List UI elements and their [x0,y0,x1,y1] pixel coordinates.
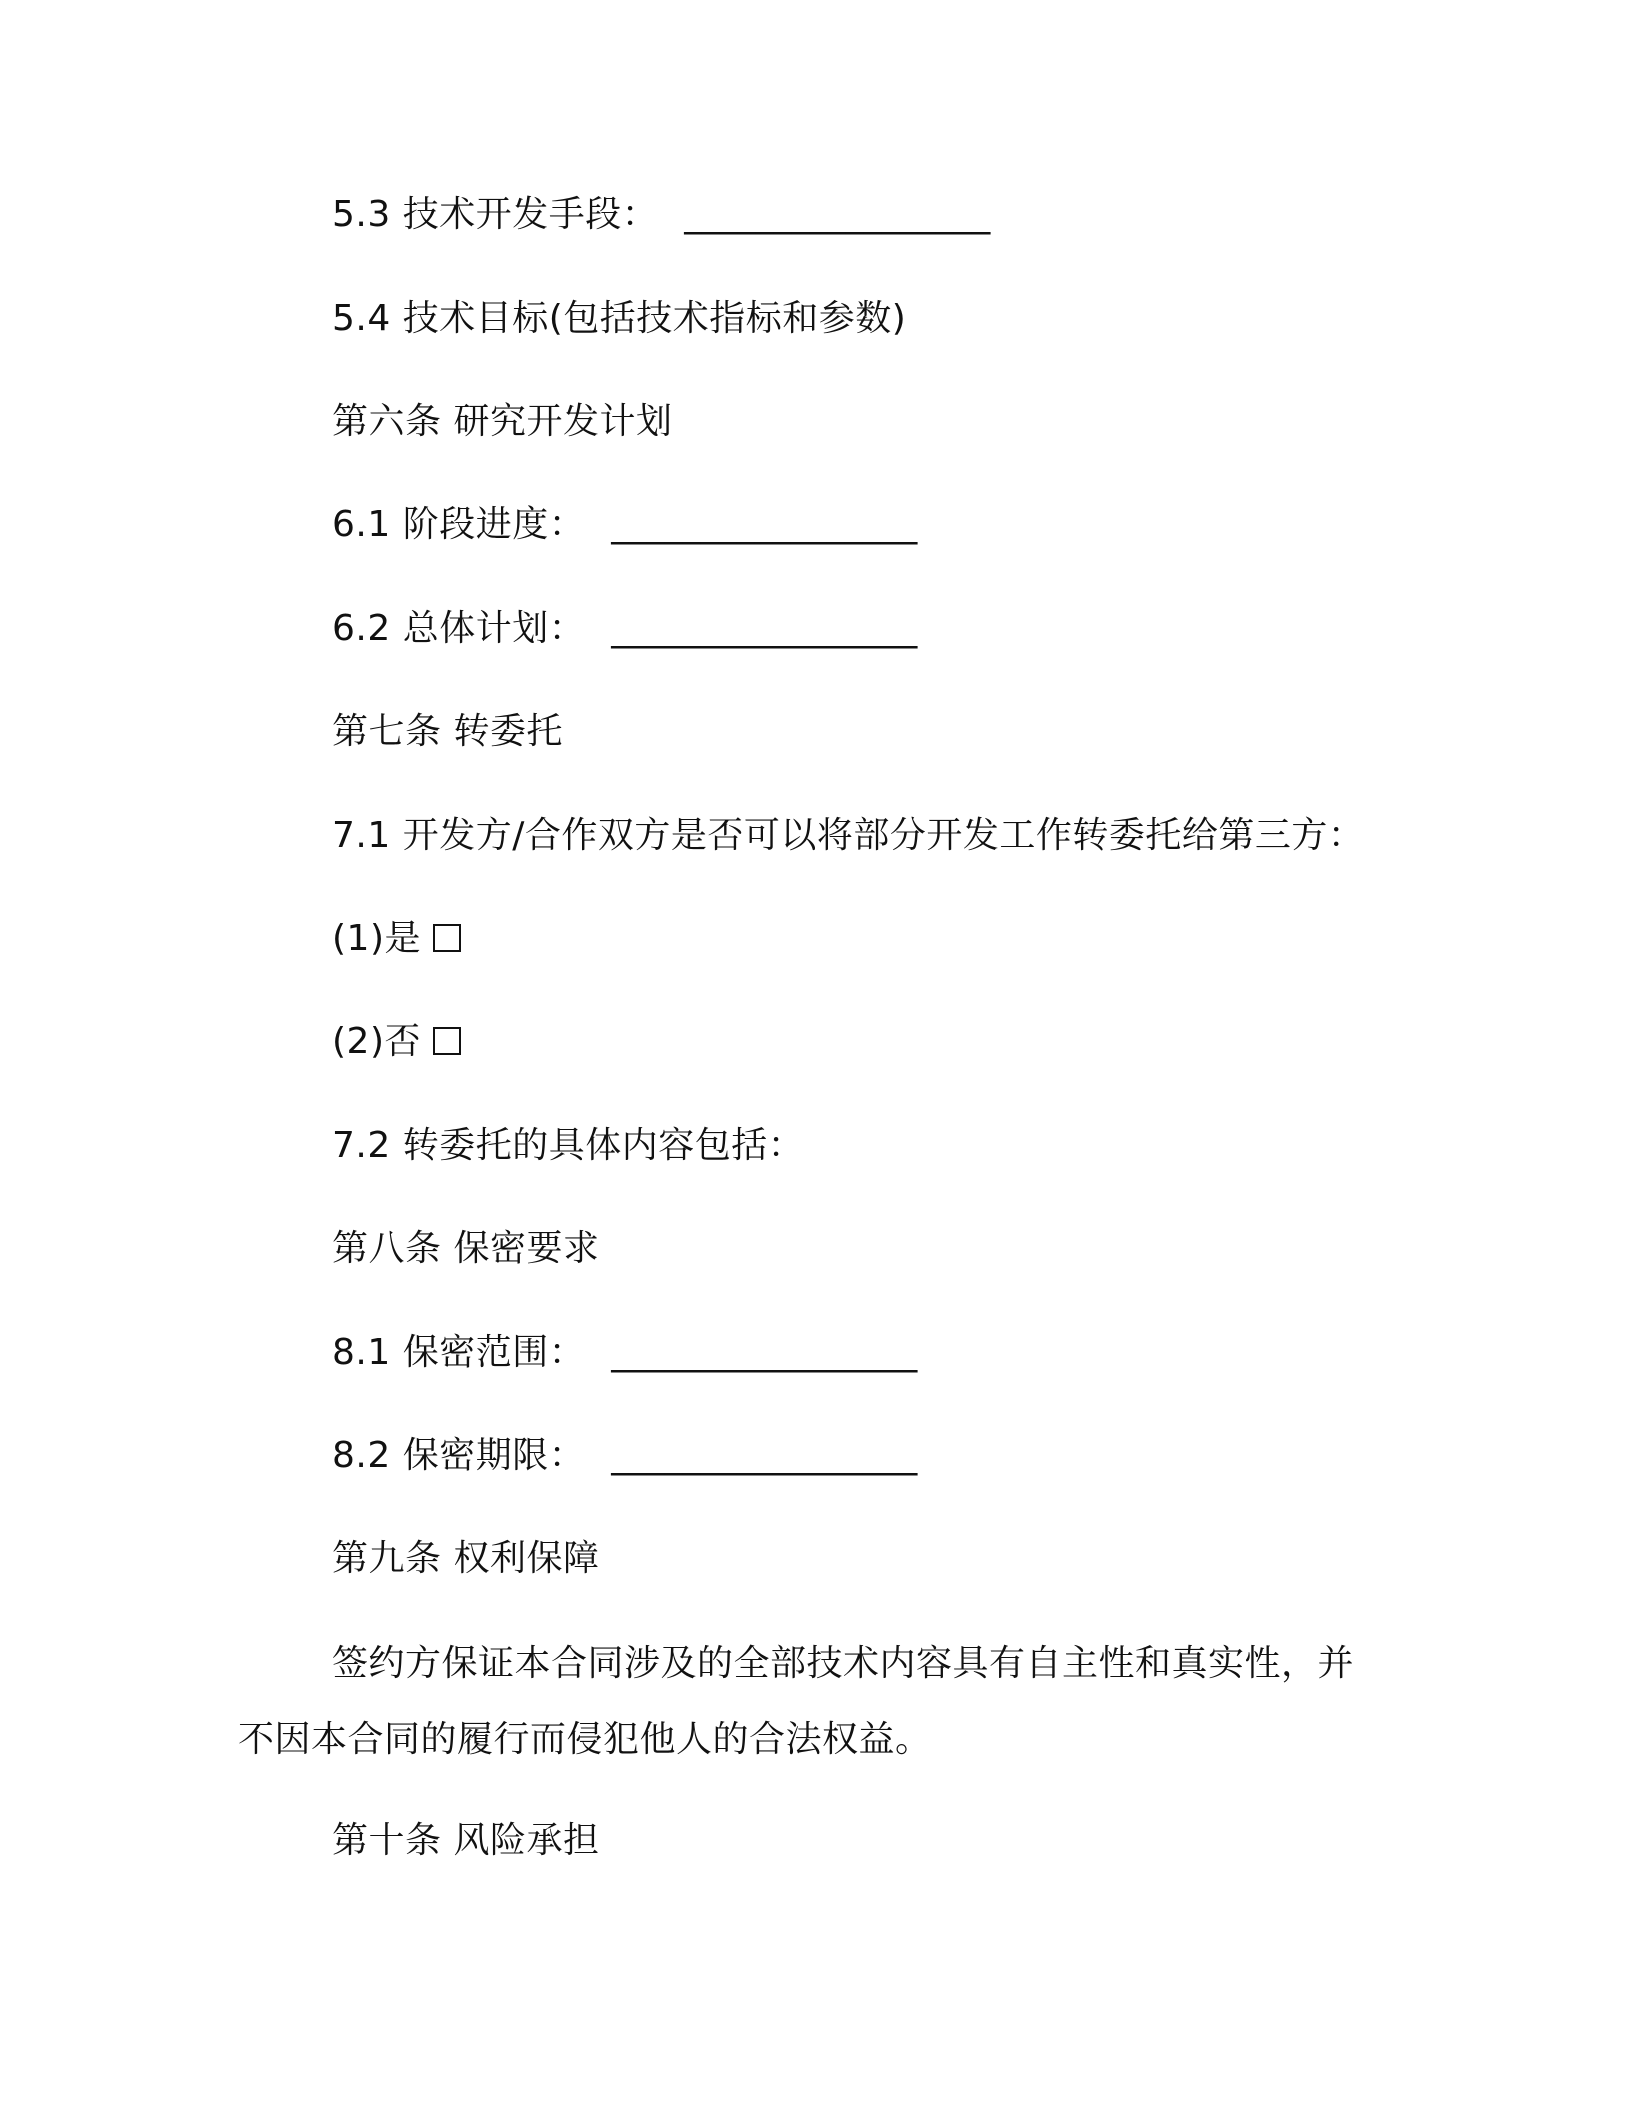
clause-5-3-blank[interactable]: _________________ [684,194,991,235]
clause-5-3 [332,193,990,237]
article-9-heading [332,1537,599,1581]
clause-6-1 [332,503,917,547]
clause-6-1-blank[interactable]: _________________ [611,504,918,545]
clause-8-1-blank[interactable]: _________________ [611,1332,918,1373]
option-yes-label: (1)是 [332,918,421,959]
option-no [332,1020,461,1064]
clause-5-3-label: 5.3 技术开发手段： [332,194,659,235]
clause-6-2-label: 6.2 总体计划： [332,608,586,649]
clause-6-2 [332,607,917,651]
clause-8-2-label: 8.2 保密期限： [332,1435,586,1476]
clause-7-2 [332,1124,804,1168]
option-yes [332,917,461,961]
clause-8-2-blank[interactable]: _________________ [611,1435,918,1476]
clause-6-2-blank[interactable]: _________________ [611,608,918,649]
article-8-heading [332,1227,599,1271]
article-6-heading [332,400,672,444]
clause-8-1-label: 8.1 保密范围： [332,1332,586,1373]
option-no-checkbox[interactable] [433,1027,461,1055]
article-8-title: 第八条 保密要求 [332,1228,600,1269]
option-no-label: (2)否 [332,1021,421,1062]
clause-7-1-label: 7.1 开发方/合作双方是否可以将部分开发工作转委托给第三方： [332,815,1365,856]
article-7-heading [332,710,563,754]
clause-6-1-label: 6.1 阶段进度： [332,504,586,545]
option-yes-checkbox[interactable] [433,924,461,952]
article-10-title: 第十条 风险承担 [332,1820,600,1861]
clause-7-2-label: 7.2 转委托的具体内容包括： [332,1125,805,1166]
article-9-title: 第九条 权利保障 [332,1538,600,1579]
article-6-title: 第六条 研究开发计划 [332,401,673,442]
article-10-heading [332,1819,599,1863]
clause-7-1 [332,814,1364,858]
clause-8-1 [332,1331,917,1375]
clause-8-2 [332,1434,917,1478]
article-9-paragraph: 签约方保证本合同涉及的全部技术内容具有自主性和真实性，并不因本合同的履行而侵犯他人的合法权益。 [238,1643,1355,1760]
article-7-title: 第七条 转委托 [332,711,563,752]
clause-5-4-label: 5.4 技术目标(包括技术指标和参数) [332,298,907,339]
clause-5-4 [332,297,906,341]
